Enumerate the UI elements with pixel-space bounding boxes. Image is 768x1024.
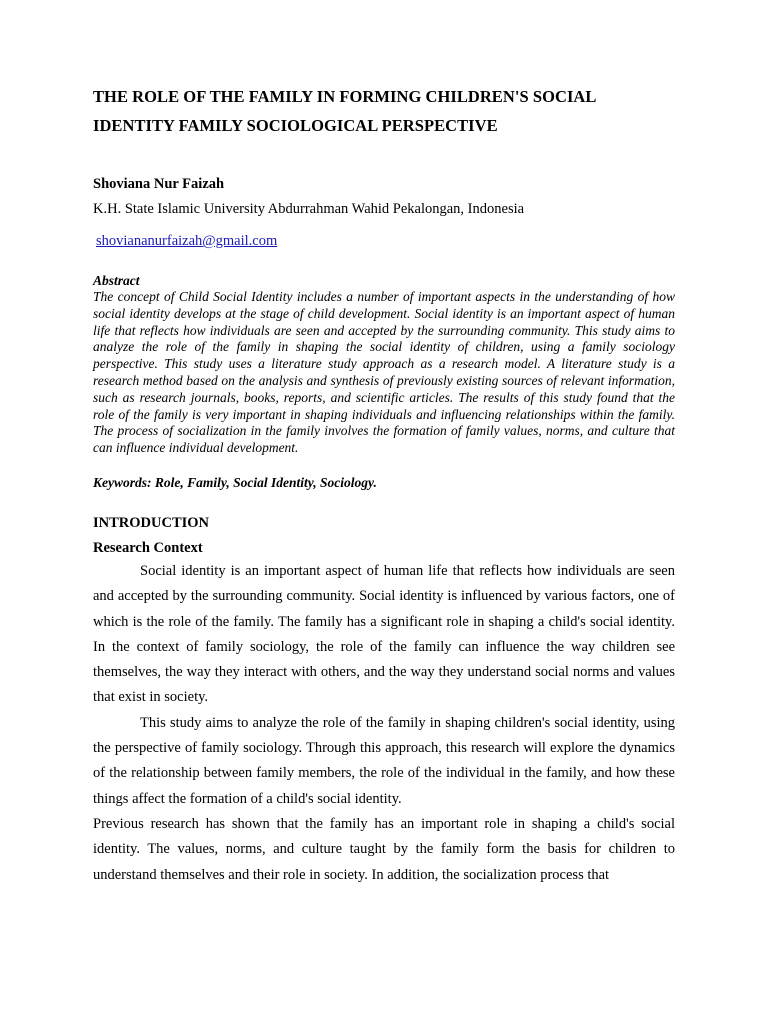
keywords: Keywords: Role, Family, Social Identity, Sociology. [93,474,377,490]
paper-page [93,83,675,888]
paper-title: THE ROLE OF THE FAMILY IN FORMING CHILDREN'S SOCIAL IDENTITY FAMILY SOCIOLOGICAL PERSPECTIVE [93,87,596,135]
author-email [96,230,675,252]
body-paragraph: This study aims to analyze the role of the family in shaping children's social identity, using the perspective of family sociology. Through this approach, this research will explore the dynamics of the relationship between family members, the role of the individual in the family, and how these things affect the formation of a child's social identity. [93,714,675,807]
email-link[interactable]: shoviananurfaizah@gmail.com [96,233,278,249]
author-affiliation: K.H. State Islamic University Abdurrahman Wahid Pekalongan, Indonesia [93,201,525,217]
subsection-heading-research-context: Research Context [93,539,203,556]
author-name: Shoviana Nur Faizah [93,176,225,192]
body-paragraph: Previous research has shown that the family has an important role in shaping a child's social identity. The values, norms, and culture taught by the family form the basis for children to understand themselves and their role in society. In addition, the socialization process that [93,815,675,883]
abstract-text: The concept of Child Social Identity includes a number of important aspects in the understanding of how social identity develops at the stage of child development. Social identity is an important aspect of human life that reflects how individuals are seen and accepted by the surrounding community. This study aims to analyze the role of the family in shaping the social identity of children, using a family sociology perspective. This study uses a literature study approach as a research model. A literature study is a research method based on the analysis and synthesis of previously existing sources of relevant information, such as research journals, books, reports, and scientific articles. The results of this study found that the role of the family is very important in shaping individuals and influencing relationships within the family. The process of socialization in the family involves the formation of family values, norms, and culture that can influence individual development. [93,289,675,456]
body-paragraph: Social identity is an important aspect of human life that reflects how individuals are seen and accepted by the surrounding community. Social identity is influenced by various factors, one of which is the role of the family. The family has a significant role in shaping a child's social identity. In the context of family sociology, the role of the family can influence the way children see themselves, the way they interact with others, and the way they understand social norms and values that exist in society. [93,562,675,706]
abstract-heading: Abstract [93,273,140,288]
section-heading-introduction: INTRODUCTION [93,514,210,531]
